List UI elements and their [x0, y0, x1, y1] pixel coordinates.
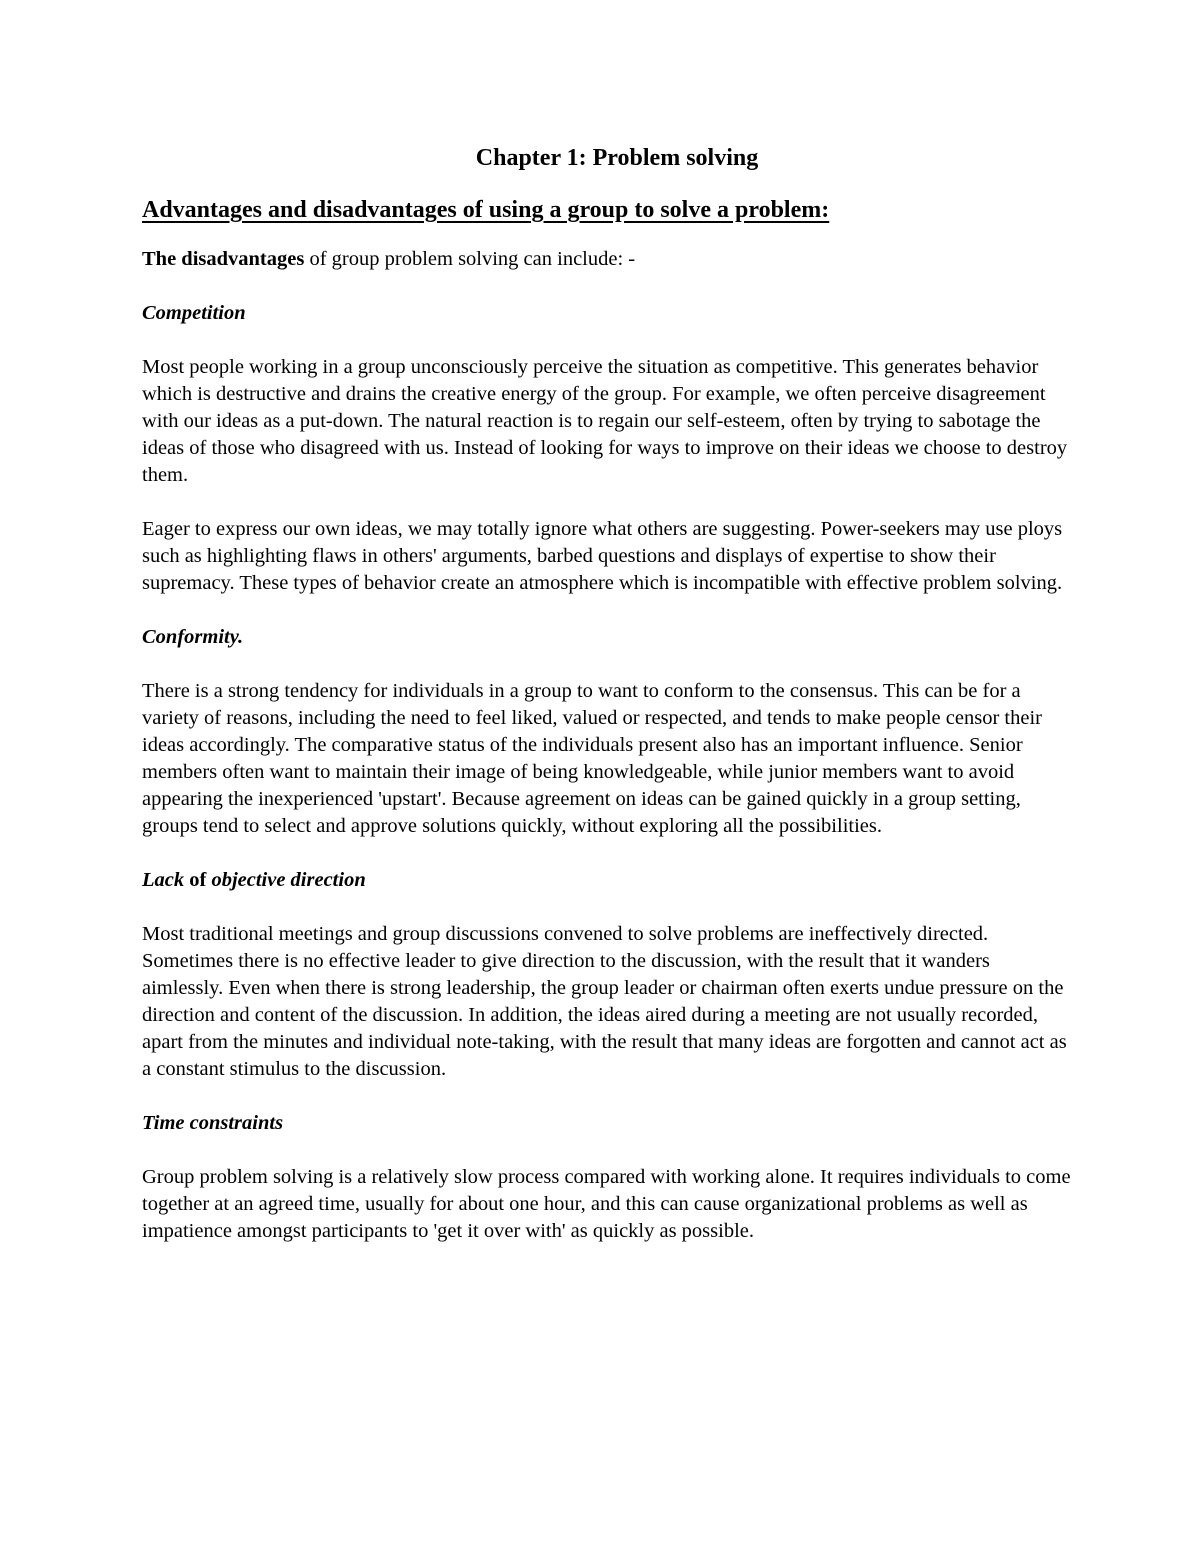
heading-lack-part3: objective direction [211, 869, 366, 891]
heading-lack-part1: Lack [142, 869, 185, 891]
heading-competition: Competition [142, 302, 246, 324]
paragraph-competition-1: Most people working in a group unconsciously perceive the situation as competitive. This generates behavior which is destructive and drains the creative energy of the group. For example, we often perceive disagreement with our ideas as a put-down. The natural reaction is to regain our self-esteem, often by trying to sabotage the ideas of those who disagreed with us. Instead of looking for ways to improve on their ideas we choose to destroy them. [142, 356, 1068, 486]
section-subtitle: Advantages and disadvantages of using a group to solve a problem: [142, 197, 830, 223]
heading-conformity: Conformity. [142, 626, 244, 648]
intro-rest-text: of group problem solving can include: - [304, 248, 636, 270]
paragraph-lack-of-direction-1: Most traditional meetings and group discussions convened to solve problems are ineffectively directed. Sometimes there is no effective leader to give direction to the discussion, with the result that it wanders aimlessly. Even when there is strong leadership, the group leader or chairman often exerts undue pressure on the direction and content of the discussion. In addition, the ideas aired during a meeting are not usually recorded, apart from the minutes and individual note-taking, with the result that many ideas are forgotten and cannot act as a constant stimulus to the discussion. [142, 923, 1067, 1080]
paragraph-time-constraints-1: Group problem solving is a relatively slow process compared with working alone. It requires individuals to come together at an agreed time, usually for about one hour, and this can cause organizational problems as well as impatience amongst participants to 'get it over with' as quickly as possible. [142, 1166, 1071, 1242]
heading-time-constraints: Time constraints [142, 1112, 284, 1134]
document-body [142, 140, 1072, 1272]
heading-lack-of-objective-direction [142, 867, 1072, 894]
intro-paragraph [142, 246, 1072, 273]
paragraph-competition-2: Eager to express our own ideas, we may totally ignore what others are suggesting. Power-seekers may use ploys such as highlighting flaws in others' arguments, barbed questions and displays of expertise to show their supremacy. These types of behavior create an atmosphere which is incompatible with effective problem solving. [142, 518, 1063, 594]
heading-lack-part2: of [184, 869, 212, 891]
paragraph-conformity-1: There is a strong tendency for individuals in a group to want to conform to the consensus. This can be for a variety of reasons, including the need to feel liked, valued or respected, and tends to make people censor their ideas accordingly. The comparative status of the individuals present also has an important influence. Senior members often want to maintain their image of being knowledgeable, while junior members want to avoid appearing the inexperienced 'upstart'. Because agreement on ideas can be gained quickly in a group setting, groups tend to select and approve solutions quickly, without exploring all the possibilities. [142, 680, 1042, 837]
intro-bold-text: The disadvantages [142, 248, 305, 270]
chapter-title: Chapter 1: Problem solving [475, 145, 759, 171]
